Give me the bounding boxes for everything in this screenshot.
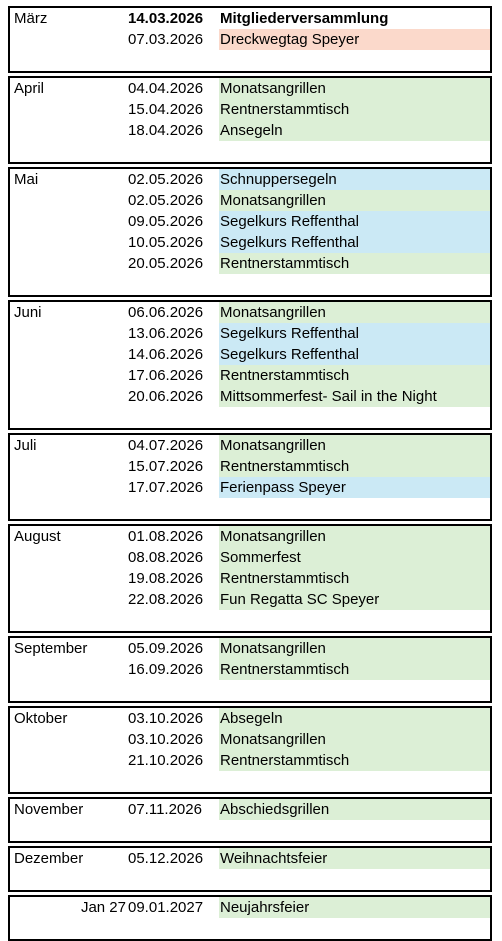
event-title: Segelkurs Reffenthal: [219, 232, 490, 253]
month-block: [8, 636, 492, 703]
month-block: [8, 895, 492, 941]
event-row: [10, 232, 490, 253]
event-date: 06.06.2026: [128, 304, 204, 321]
event-calendar-table: [8, 6, 492, 941]
event-row: [10, 708, 490, 729]
event-date: 02.05.2026: [128, 192, 204, 209]
event-title: Abschiedsgrillen: [219, 799, 490, 820]
month-label: Oktober: [14, 710, 68, 727]
event-date: 13.06.2026: [128, 325, 204, 342]
event-row: [10, 386, 490, 407]
month-label: Mai: [14, 171, 39, 188]
event-row: [10, 729, 490, 750]
event-row: [10, 323, 490, 344]
event-row: [10, 365, 490, 386]
event-title: Rentnerstammtisch: [219, 365, 490, 386]
event-date: 05.12.2026: [128, 850, 204, 867]
event-date: 03.10.2026: [128, 731, 204, 748]
event-title: Segelkurs Reffenthal: [219, 323, 490, 344]
event-title: Segelkurs Reffenthal: [219, 344, 490, 365]
event-date: 22.08.2026: [128, 591, 204, 608]
event-title: Ansegeln: [219, 120, 490, 141]
event-title: Schnuppersegeln: [219, 169, 490, 190]
month-label: Dezember: [14, 850, 84, 867]
event-title: Monatsangrillen: [219, 638, 490, 659]
spacer-row: [10, 141, 490, 162]
event-row: [10, 253, 490, 274]
spacer-row: [10, 869, 490, 890]
month-label: Juli: [14, 437, 37, 454]
event-date: 05.09.2026: [128, 640, 204, 657]
event-row: [10, 435, 490, 456]
event-title: Weihnachtsfeier: [219, 848, 490, 869]
event-row: [10, 526, 490, 547]
event-row: [10, 78, 490, 99]
event-title: Rentnerstammtisch: [219, 750, 490, 771]
event-date: 15.07.2026: [128, 458, 204, 475]
month-block: [8, 6, 492, 73]
event-title: Dreckwegtag Speyer: [219, 29, 490, 50]
event-date: 15.04.2026: [128, 101, 204, 118]
event-title: Ferienpass Speyer: [219, 477, 490, 498]
spacer-row: [10, 407, 490, 428]
month-block: [8, 846, 492, 892]
event-title: Monatsangrillen: [219, 78, 490, 99]
spacer-row: [10, 918, 490, 939]
event-title: Fun Regatta SC Speyer: [219, 589, 490, 610]
event-title: Monatsangrillen: [219, 302, 490, 323]
event-date: 07.11.2026: [128, 801, 202, 818]
event-date: 03.10.2026: [128, 710, 204, 727]
event-row: [10, 750, 490, 771]
spacer-row: [10, 771, 490, 792]
event-title: Monatsangrillen: [219, 190, 490, 211]
event-date: 18.04.2026: [128, 122, 204, 139]
event-date: 04.04.2026: [128, 80, 204, 97]
event-row: [10, 897, 490, 918]
event-date: 17.07.2026: [128, 479, 204, 496]
event-title: Rentnerstammtisch: [219, 456, 490, 477]
event-row: [10, 848, 490, 869]
month-label: September: [14, 640, 88, 657]
event-title: Monatsangrillen: [219, 526, 490, 547]
month-label: März: [14, 10, 48, 27]
month-block: [8, 706, 492, 794]
month-label: August: [14, 528, 61, 545]
event-row: [10, 120, 490, 141]
event-title: Rentnerstammtisch: [219, 659, 490, 680]
event-title: Rentnerstammtisch: [219, 568, 490, 589]
event-title: Sommerfest: [219, 547, 490, 568]
event-title: Rentnerstammtisch: [219, 99, 490, 120]
event-date: 10.05.2026: [128, 234, 204, 251]
event-date: 09.01.2027: [128, 899, 204, 916]
event-date: 09.05.2026: [128, 213, 204, 230]
event-row: [10, 477, 490, 498]
month-block: [8, 167, 492, 297]
event-date: 08.08.2026: [128, 549, 204, 566]
event-date: 07.03.2026: [128, 31, 204, 48]
event-row: [10, 169, 490, 190]
event-row: [10, 99, 490, 120]
event-date: 16.09.2026: [128, 661, 204, 678]
event-date: 04.07.2026: [128, 437, 204, 454]
event-row: [10, 344, 490, 365]
event-title: Monatsangrillen: [219, 729, 490, 750]
month-label: Juni: [14, 304, 42, 321]
event-row: [10, 547, 490, 568]
spacer-row: [10, 274, 490, 295]
event-title: Monatsangrillen: [219, 435, 490, 456]
event-date: 19.08.2026: [128, 570, 204, 587]
event-title: Absegeln: [219, 708, 490, 729]
spacer-row: [10, 610, 490, 631]
month-block: [8, 524, 492, 633]
event-date: 02.05.2026: [128, 171, 204, 188]
event-date: 20.05.2026: [128, 255, 204, 272]
event-row: [10, 568, 490, 589]
event-title: Neujahrsfeier: [219, 897, 490, 918]
event-row: [10, 659, 490, 680]
month-block: [8, 300, 492, 430]
spacer-row: [10, 680, 490, 701]
event-title: Mittsommerfest- Sail in the Night: [219, 386, 490, 407]
event-title: Rentnerstammtisch: [219, 253, 490, 274]
month-block: [8, 797, 492, 843]
event-row: [10, 211, 490, 232]
event-row: [10, 8, 490, 29]
event-row: [10, 29, 490, 50]
spacer-row: [10, 50, 490, 71]
month-label: Jan 27: [80, 899, 126, 916]
event-row: [10, 302, 490, 323]
month-block: [8, 76, 492, 164]
event-row: [10, 799, 490, 820]
event-row: [10, 190, 490, 211]
event-date: 14.06.2026: [128, 346, 204, 363]
event-date: 21.10.2026: [128, 752, 204, 769]
event-row: [10, 589, 490, 610]
event-date: 01.08.2026: [128, 528, 204, 545]
event-row: [10, 638, 490, 659]
event-title: Segelkurs Reffenthal: [219, 211, 490, 232]
event-date: 14.03.2026: [128, 10, 204, 27]
event-title: Mitgliederversammlung: [220, 10, 389, 27]
month-block: [8, 433, 492, 521]
event-date: 17.06.2026: [128, 367, 204, 384]
event-row: [10, 456, 490, 477]
spacer-row: [10, 820, 490, 841]
month-label: November: [14, 801, 84, 818]
spacer-row: [10, 498, 490, 519]
event-date: 20.06.2026: [128, 388, 204, 405]
month-label: April: [14, 80, 45, 97]
